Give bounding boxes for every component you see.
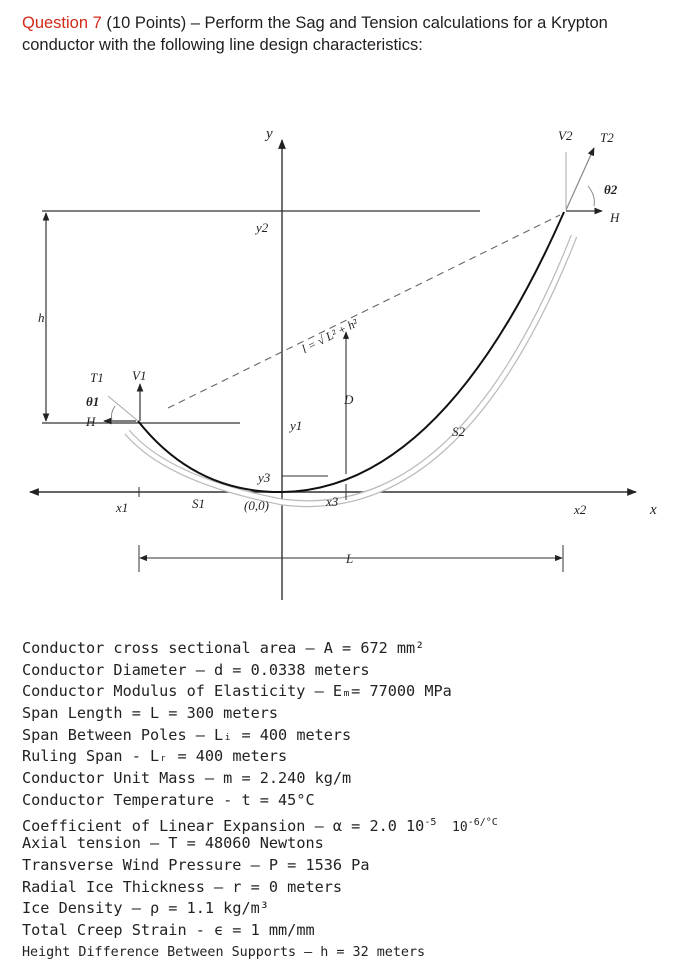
h-right-label: H — [610, 210, 620, 225]
origin-label: (0,0) — [244, 498, 269, 513]
spec-modulus: Conductor Modulus of Elasticity – Eₘ= 77000 MPa — [22, 682, 452, 701]
spec-ice-density: Ice Density – ρ = 1.1 kg/m³ — [22, 899, 269, 918]
h-label: h — [38, 310, 45, 325]
spec-wind-pressure: Transverse Wind Pressure – P = 1536 Pa — [22, 855, 370, 874]
design-characteristics — [22, 638, 682, 963]
t2-vector — [566, 148, 594, 210]
spec-ice-thickness: Radial Ice Thickness – r = 0 meters — [22, 877, 343, 896]
l-label: L — [346, 551, 354, 566]
v2-label: V2 — [558, 128, 573, 143]
spec-diameter: Conductor Diameter – d = 0.0338 meters — [22, 660, 370, 679]
question-title: Question 7 — [22, 14, 102, 32]
spec-ruling-span: Ruling Span - Lᵣ = 400 meters — [22, 747, 288, 766]
t1-vector — [108, 396, 138, 421]
spec-linear-expansion: Coefficient of Linear Expansion – α = 2.0 $10^{-5}$ $10^{-6/^\circ C}$ — [22, 816, 498, 835]
spec-height-difference: Height Difference Between Supports – h = 32 meters — [22, 944, 426, 960]
y-axis-label: y — [266, 126, 273, 142]
theta2-label: θ2 — [604, 182, 618, 197]
s2-label: S2 — [452, 424, 465, 439]
v1-label: V1 — [132, 368, 147, 383]
spec-temperature: Conductor Temperature - t = 45°C — [22, 790, 315, 809]
y2-label: y2 — [256, 220, 269, 235]
chord-formula-label: l = √ L² + h² — [299, 315, 361, 356]
t2-label: T2 — [600, 130, 614, 145]
spec-area: Conductor cross sectional area – A = 672 mm² — [22, 639, 425, 657]
t1-label: T1 — [90, 370, 104, 385]
spec-span-between-poles: Span Between Poles – Lᵢ = 400 meters — [22, 725, 352, 744]
x3-label: x3 — [326, 494, 339, 509]
question-header — [22, 12, 677, 56]
spec-axial-tension: Axial tension – T = 48060 Newtons — [22, 834, 324, 853]
x1-label: x1 — [116, 500, 129, 515]
y1-label: y1 — [290, 418, 303, 433]
x2-label: x2 — [574, 502, 587, 517]
question-points: (10 Points) — [106, 14, 187, 32]
s1-label: S1 — [192, 496, 205, 511]
sag-tension-diagram — [0, 112, 695, 622]
x-axis-label: x — [650, 502, 657, 518]
spec-span-length: Span Length = L = 300 meters — [22, 704, 279, 723]
conductor-curve — [138, 212, 564, 492]
spec-unit-mass: Conductor Unit Mass – m = 2.240 kg/m — [22, 769, 352, 788]
theta1-label: θ1 — [86, 394, 100, 409]
question-text: – Perform the Sag and Tension calculations for a Krypton conductor with the following line design characteristics: — [22, 14, 608, 54]
y3-label: y3 — [258, 470, 271, 485]
h-left-label: H — [86, 414, 96, 429]
spec-creep-strain: Total Creep Strain - ϵ = 1 mm/mm — [22, 920, 315, 939]
d-label: D — [344, 392, 354, 407]
